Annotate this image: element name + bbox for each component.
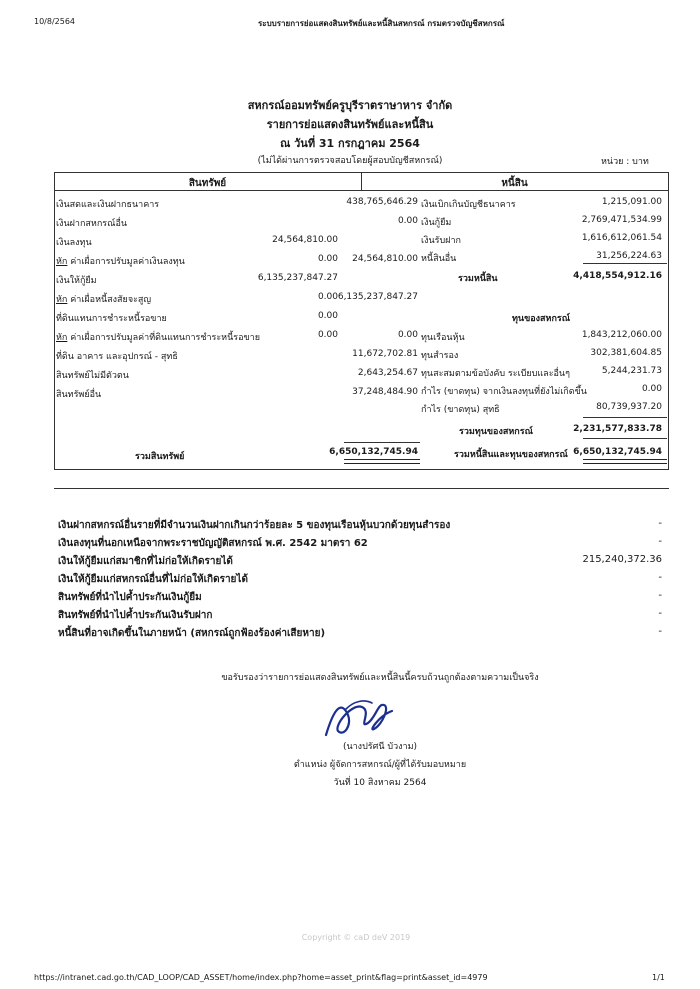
liability-row-label: เงินรับฝาก bbox=[421, 236, 461, 246]
certification-statement: ขอรับรองว่ารายการย่อแสดงสินทรัพย์และหนี้สินนี้ครบถ้วนถูกต้องตามความเป็นจริง bbox=[221, 673, 539, 683]
note-value: - bbox=[658, 608, 662, 619]
equity-row-label: ทุนสำรอง bbox=[421, 351, 459, 361]
print-date: 10/8/2564 bbox=[34, 17, 76, 26]
signature bbox=[318, 685, 398, 745]
asset-label-text: สินทรัพย์ไม่มีตัวตน bbox=[56, 371, 129, 381]
note-value: - bbox=[658, 590, 662, 601]
asset-row-value: 11,672,702.81 bbox=[352, 349, 418, 359]
grand-total-value: 6,650,132,745.94 bbox=[573, 447, 662, 457]
equity-row-label: ทุนสะสมตามข้อบังคับ ระเบียบและอื่นๆ bbox=[421, 369, 570, 379]
asset-row-subvalue: 0.00 bbox=[317, 292, 338, 302]
note-label: เงินให้กู้ยืมแก่สหกรณ์อื่นที่ไม่ก่อให้เกิดรายได้ bbox=[58, 574, 248, 585]
equity-row-label: กำไร (ขาดทุน) จากเงินลงทุนที่ยังไม่เกิดขึ้น bbox=[421, 387, 587, 397]
asset-label-text: เงินสดและเงินฝากธนาคาร bbox=[56, 200, 160, 210]
note-label: เงินให้กู้ยืมแก่สมาชิกที่ไม่ก่อให้เกิดรายได้ bbox=[58, 556, 233, 567]
liabilities-total-value: 4,418,554,912.16 bbox=[573, 271, 662, 281]
asset-row-label bbox=[56, 235, 92, 249]
note-value: 215,240,372.36 bbox=[582, 554, 662, 565]
equity-row-label: ทุนเรือนหุ้น bbox=[421, 333, 465, 343]
asset-row-value: 24,564,810.00 bbox=[352, 254, 418, 264]
equity-row-label: กำไร (ขาดทุน) สุทธิ bbox=[421, 405, 500, 415]
asset-row-value: 0.00 bbox=[397, 216, 418, 226]
note-value: - bbox=[658, 572, 662, 583]
liability-row-value: 2,769,471,534.99 bbox=[581, 215, 662, 225]
asset-row-label bbox=[56, 254, 185, 268]
note-label: เงินฝากสหกรณ์อื่นรายที่มีจำนวนเงินฝากเกินกว่าร้อยละ 5 ของทุนเรือนหุ้นบวกด้วยทุนสำรอง bbox=[58, 520, 451, 531]
deduct-prefix: หัก bbox=[56, 295, 68, 305]
liability-row-label: เงินเบิกเกินบัญชีธนาคาร bbox=[421, 200, 516, 210]
report-date: ณ วันที่ 31 กรกฎาคม 2564 bbox=[280, 137, 420, 150]
note-label: สินทรัพย์ที่นำไปค้ำประกันเงินรับฝาก bbox=[58, 610, 213, 621]
asset-row-subvalue: 24,564,810.00 bbox=[272, 235, 338, 245]
assets-heading: สินทรัพย์ bbox=[188, 178, 227, 189]
asset-row-label bbox=[56, 387, 101, 401]
asset-row-label bbox=[56, 273, 97, 287]
deduct-prefix: หัก bbox=[56, 257, 68, 267]
equity-total-value: 2,231,577,833.78 bbox=[573, 424, 662, 434]
asset-row-subvalue: 0.00 bbox=[317, 254, 338, 264]
print-title: ระบบรายการย่อแสดงสินทรัพย์และหนี้สินสหกรณ์ กรมตรวจบัญชีสหกรณ์ bbox=[258, 19, 505, 28]
asset-row-label bbox=[56, 368, 129, 382]
grand-total-label: รวมหนี้สินและทุนของสหกรณ์ bbox=[454, 450, 568, 460]
liability-row-value: 1,616,612,061.54 bbox=[581, 233, 662, 243]
asset-row-label bbox=[56, 197, 159, 211]
assets-total-value: 6,650,132,745.94 bbox=[329, 447, 418, 457]
liability-row-value: 1,215,091.00 bbox=[601, 197, 662, 207]
asset-label-text: ค่าเผื่อการปรับมูลค่าเงินลงทุน bbox=[67, 257, 185, 267]
asset-row-label bbox=[56, 311, 167, 325]
asset-row-subvalue: 0.00 bbox=[317, 311, 338, 321]
liabilities-heading: หนี้สิน bbox=[501, 178, 528, 189]
deduct-prefix: หัก bbox=[56, 333, 68, 343]
asset-label-text: ที่ดินแทนการชำระหนี้รอขาย bbox=[56, 314, 167, 324]
note-value: - bbox=[658, 536, 662, 547]
note-value: - bbox=[658, 626, 662, 637]
audit-note: (ไม่ได้ผ่านการตรวจสอบโดยผู้สอบบัญชีสหกรณ์) bbox=[257, 156, 443, 166]
note-label: สินทรัพย์ที่นำไปค้ำประกันเงินกู้ยืม bbox=[58, 592, 202, 603]
equity-row-value: 0.00 bbox=[641, 384, 662, 394]
unit-label: หน่วย : บาท bbox=[601, 157, 649, 167]
asset-row-label bbox=[56, 216, 127, 230]
equity-row-value: 80,739,937.20 bbox=[596, 402, 662, 412]
page-url[interactable]: https://intranet.cad.go.th/CAD_LOOP/CAD_ASSET/home/index.php?home=asset_print&flag=print&asset_id=4979 bbox=[34, 973, 488, 982]
asset-row-value: 0.00 bbox=[397, 330, 418, 340]
note-value: - bbox=[658, 518, 662, 529]
equity-row-value: 302,381,604.85 bbox=[590, 348, 662, 358]
liability-row-label: เงินกู้ยืม bbox=[421, 218, 452, 228]
asset-row-subvalue: 0.00 bbox=[317, 330, 338, 340]
report-title: รายการย่อแสดงสินทรัพย์และหนี้สิน bbox=[266, 118, 434, 131]
asset-row-value: 37,248,484.90 bbox=[352, 387, 418, 397]
equity-row-value: 1,843,212,060.00 bbox=[581, 330, 662, 340]
asset-label-text: ที่ดิน อาคาร และอุปกรณ์ - สุทธิ bbox=[56, 352, 178, 362]
note-label: เงินลงทุนที่นอกเหนือจากพระราชบัญญัติสหกรณ์ พ.ศ. 2542 มาตรา 62 bbox=[58, 538, 368, 549]
asset-row-value: 6,135,237,847.27 bbox=[337, 292, 418, 302]
asset-label-text: เงินให้กู้ยืม bbox=[56, 276, 97, 286]
asset-label-text: เงินฝากสหกรณ์อื่น bbox=[56, 219, 128, 229]
copyright: Copyright © caD deV 2019 bbox=[301, 933, 411, 942]
asset-label-text: ค่าเผื่อการปรับมูลค่าที่ดินแทนการชำระหนี้รอขาย bbox=[67, 333, 260, 343]
liabilities-total-label: รวมหนี้สิน bbox=[458, 274, 498, 284]
note-label: หนี้สินที่อาจเกิดขึ้นในภายหน้า (สหกรณ์ถูกฟ้องร้องค่าเสียหาย) bbox=[58, 628, 326, 639]
asset-label-text: ค่าเผื่อหนี้สงสัยจะสูญ bbox=[67, 295, 152, 305]
signer-name: (นางปรัศนี บัวงาม) bbox=[342, 742, 418, 752]
equity-heading: ทุนของสหกรณ์ bbox=[512, 314, 571, 324]
asset-row-label bbox=[56, 292, 151, 306]
asset-row-value: 2,643,254.67 bbox=[357, 368, 418, 378]
asset-row-value: 438,765,646.29 bbox=[346, 197, 418, 207]
asset-row-label bbox=[56, 349, 178, 363]
equity-row-value: 5,244,231.73 bbox=[601, 366, 662, 376]
asset-label-text: เงินลงทุน bbox=[56, 238, 92, 248]
asset-row-subvalue: 6,135,237,847.27 bbox=[257, 273, 338, 283]
liability-row-label: หนี้สินอื่น bbox=[421, 254, 457, 264]
liability-row-value: 31,256,224.63 bbox=[596, 251, 662, 261]
asset-label-text: สินทรัพย์อื่น bbox=[56, 390, 102, 400]
org-name: สหกรณ์ออมทรัพย์ครูบุรีราตราษาหาร จำกัด bbox=[247, 99, 453, 112]
page-number: 1/1 bbox=[652, 973, 665, 982]
certification-date: วันที่ 10 สิงหาคม 2564 bbox=[333, 778, 427, 788]
equity-total-label: รวมทุนของสหกรณ์ bbox=[459, 427, 533, 437]
assets-total-label: รวมสินทรัพย์ bbox=[135, 452, 185, 462]
signer-position: ตำแหน่ง ผู้จัดการสหกรณ์/ผู้ที่ได้รับมอบหมาย bbox=[293, 760, 467, 770]
